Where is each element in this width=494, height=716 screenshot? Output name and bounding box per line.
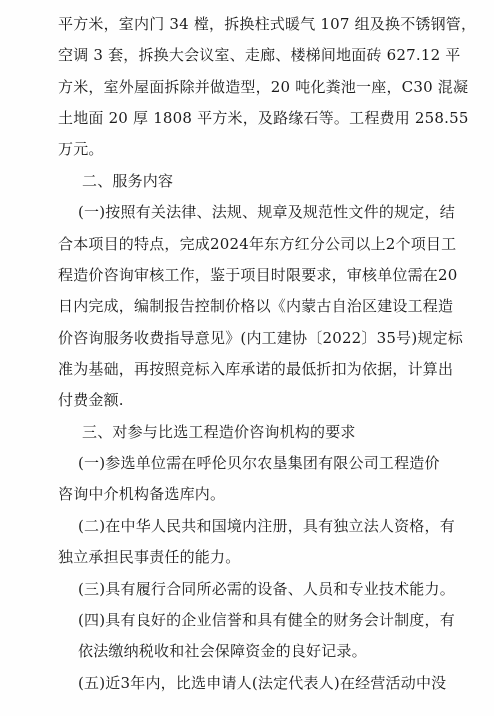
body-text-line: 咨询中介机构备选库内。 xyxy=(58,485,226,503)
body-text-line: 空调 3 套，拆换大会议室、走廊、楼梯间地面砖 627.12 平 xyxy=(58,46,461,64)
body-text-line: 程造价咨询审核工作，鉴于项目时限要求，审核单位需在20 xyxy=(58,266,458,284)
body-text-line: 方米，室外屋面拆除并做造型，20 吨化粪池一座，C30 混凝 xyxy=(58,78,469,96)
body-text-line: (三)具有履行合同所必需的设备、人员和专业技术能力。 xyxy=(78,580,455,598)
body-text-line: 价咨询服务收费指导意见》(内工建协〔2022〕35号)规定标 xyxy=(58,329,463,347)
section-heading: 三、对参与比选工程造价咨询机构的要求 xyxy=(82,423,356,441)
body-text-line: (二)在中华人民共和国境内注册，具有独立法人资格，有 xyxy=(78,517,455,535)
body-text-line: 万元。 xyxy=(58,140,104,158)
body-text-line: (五)近3年内，比选申请人(法定代表人)在经营活动中没 xyxy=(78,674,447,692)
body-text-line: 依法缴纳税收和社会保障资金的良好记录。 xyxy=(78,642,367,660)
body-text-line: 日内完成，编制报告控制价格以《内蒙古自治区建设工程造 xyxy=(58,297,454,315)
body-text-line: 付费金额. xyxy=(58,391,124,409)
body-text-line: 合本项目的特点，完成2024年东方红分公司以上2个项目工 xyxy=(58,235,457,253)
body-text-line: (四)具有良好的企业信誉和具有健全的财务会计制度，有 xyxy=(78,611,455,629)
section-heading: 二、服务内容 xyxy=(82,172,174,190)
body-text-line: (一)参选单位需在呼伦贝尔农垦集团有限公司工程造价 xyxy=(78,454,440,472)
body-text-line: (一)按照有关法律、法规、规章及规范性文件的规定，结 xyxy=(78,203,455,221)
body-text-line: 独立承担民事责任的能力。 xyxy=(58,548,241,566)
body-text-line: 土地面 20 厚 1808 平方米，及路缘石等。工程费用 258.55 xyxy=(58,109,469,127)
body-text-line: 准为基础，再按照竞标入库承诺的最低折扣为依据，计算出 xyxy=(58,360,454,378)
body-text-line: 平方米，室内门 34 樘，拆换柱式暖气 107 组及换不锈钢管， xyxy=(58,15,477,33)
